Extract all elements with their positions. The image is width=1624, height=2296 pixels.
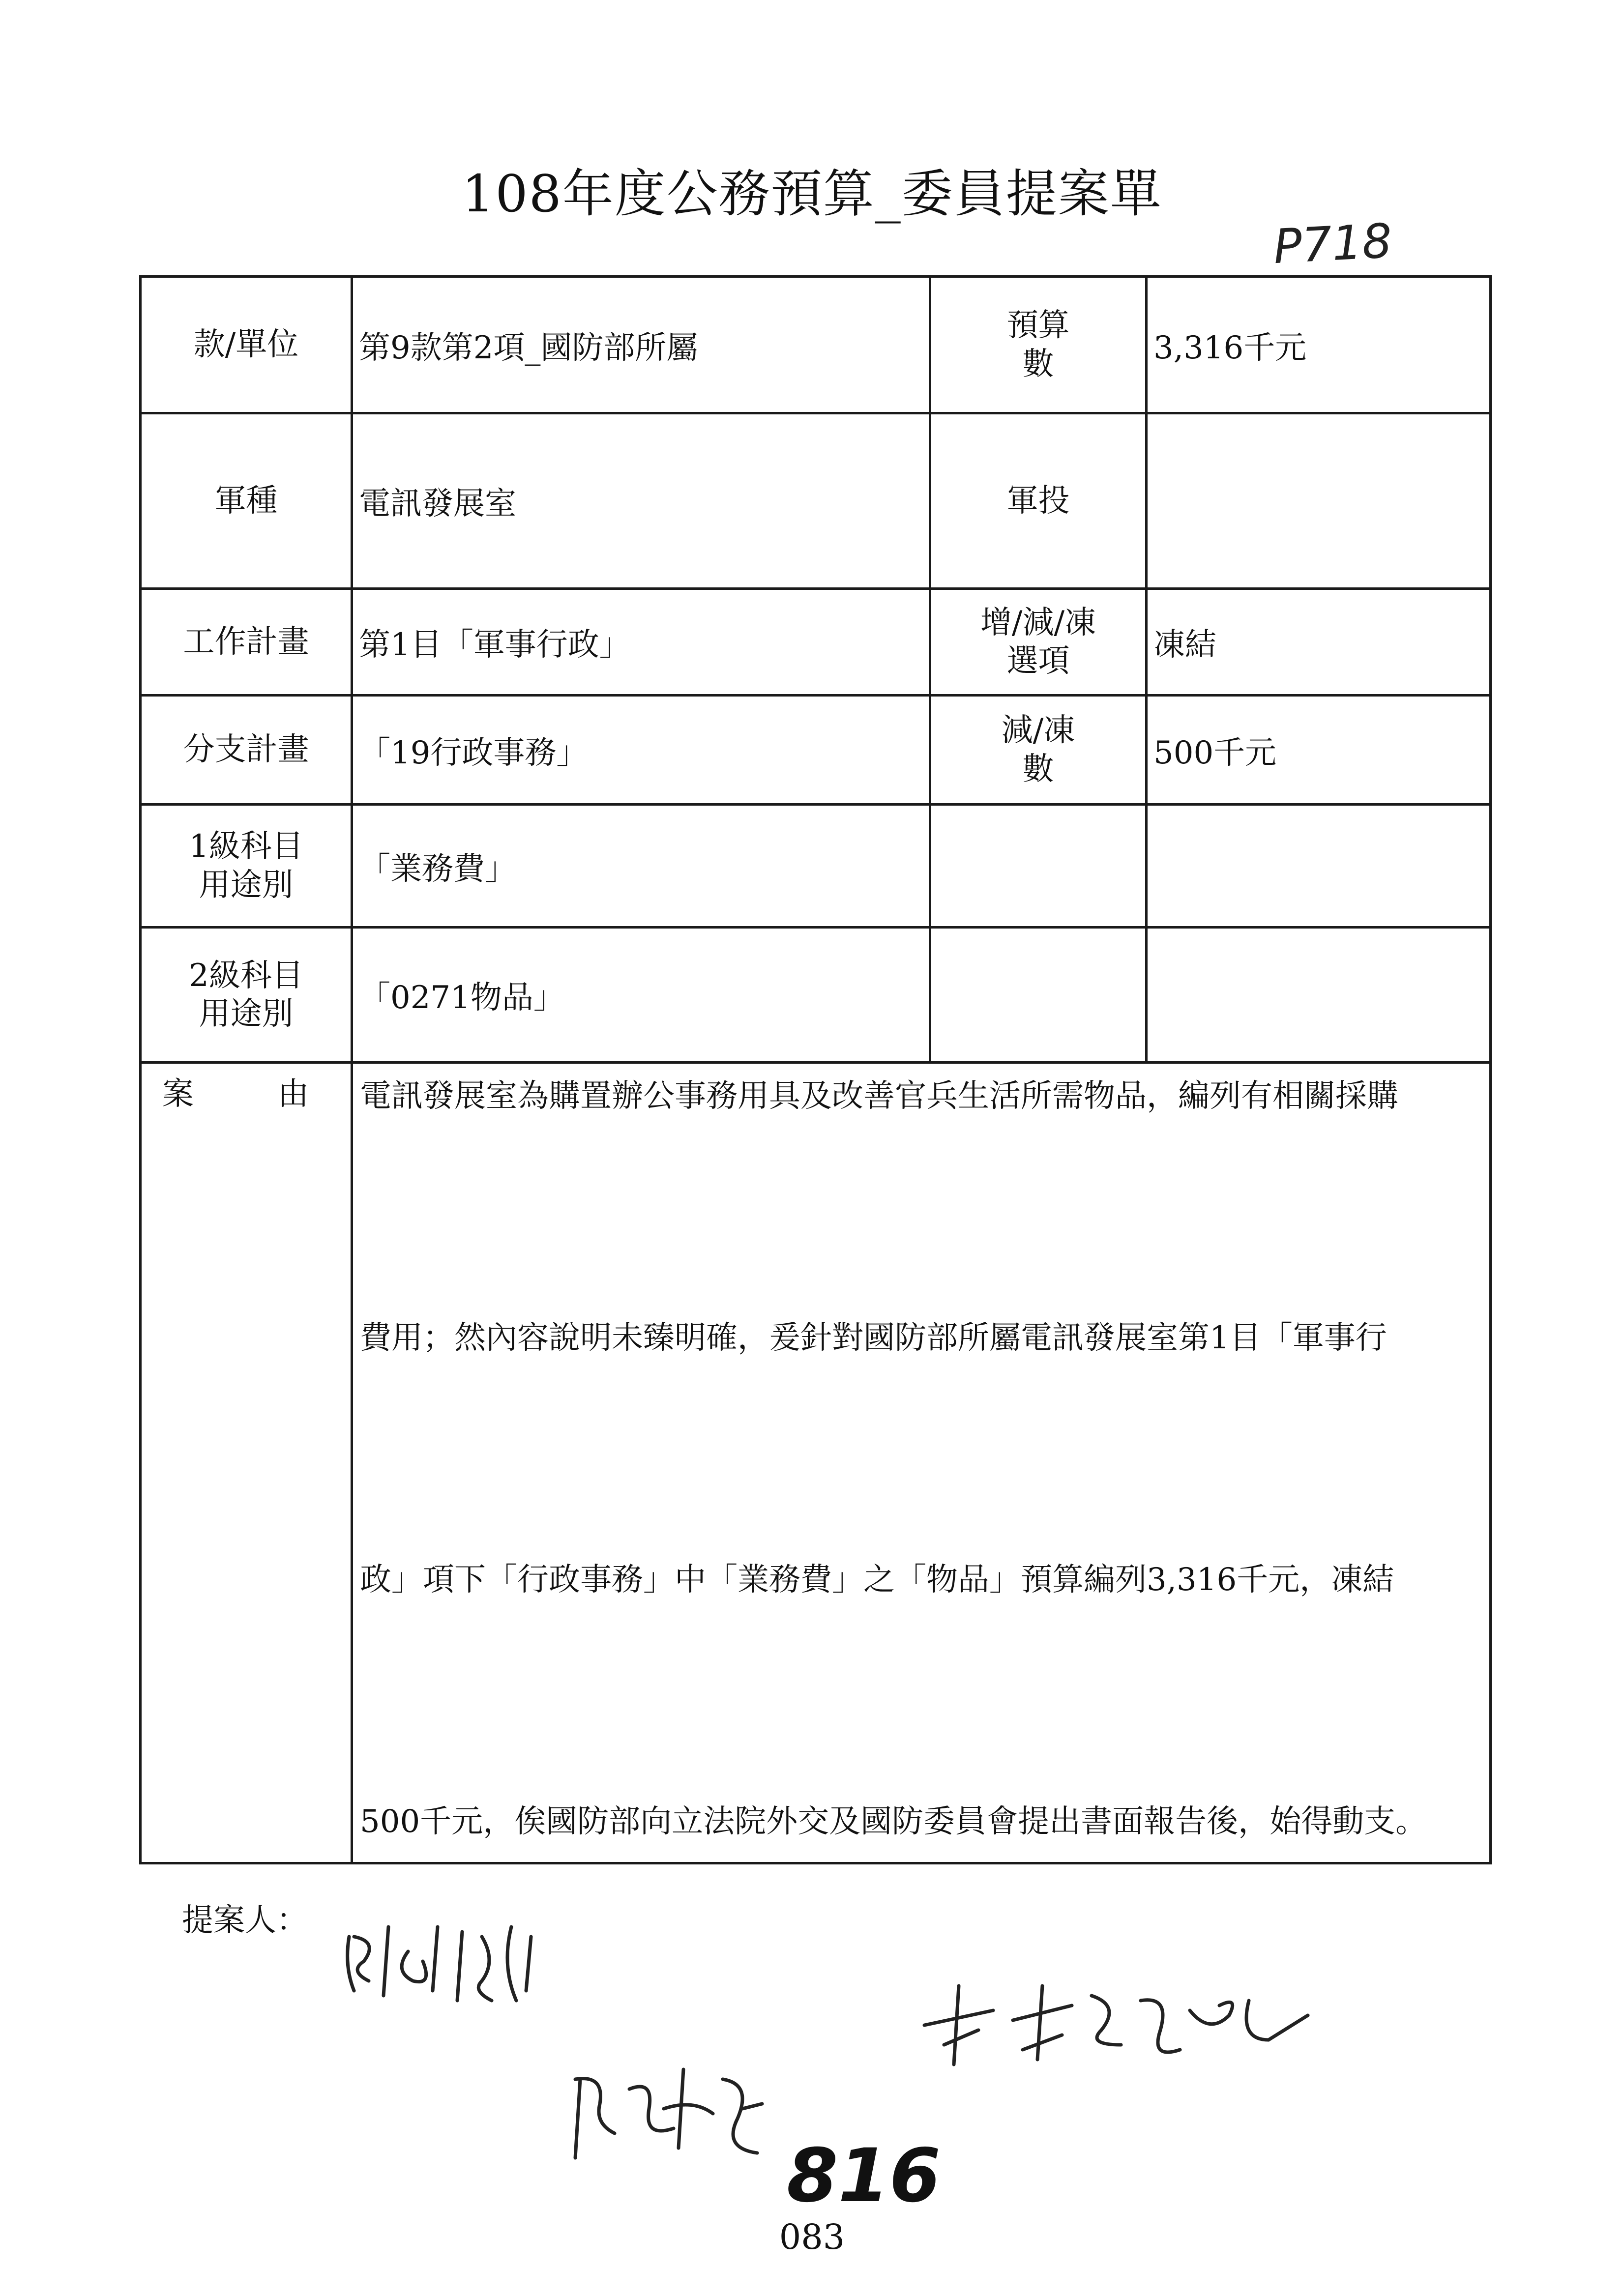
proposer-label: 提案人： <box>182 1902 308 1939</box>
page-number: 083 <box>779 2217 845 2257</box>
label-branch: 軍種 <box>141 413 352 589</box>
value-sub-plan: 「19行政事務」 <box>352 696 930 805</box>
empty-cell <box>930 805 1147 928</box>
value-work-plan: 第1目「軍事行政」 <box>352 589 930 696</box>
label-military-investment: 軍投 <box>930 413 1147 589</box>
signature-2 <box>915 1966 1328 2074</box>
form-title: 108年度公務預算_委員提案單 <box>462 164 1162 224</box>
label-reduction-amount-text: 減/凍 數 <box>1001 712 1075 787</box>
value-branch: 電訊發展室 <box>352 413 930 589</box>
form-row-level2-item <box>141 928 1491 1063</box>
label-unit: 款/單位 <box>141 277 352 413</box>
empty-cell <box>1147 928 1491 1063</box>
label-option-text: 增/減/凍 選項 <box>980 604 1096 679</box>
label-reason-b: 由 <box>277 1076 309 1112</box>
empty-cell <box>1147 805 1491 928</box>
label-reason <box>141 1063 352 1863</box>
value-budget: 3,316千元 <box>1147 277 1491 413</box>
form-row-reason <box>141 1063 1491 1863</box>
handwritten-reference: P718 <box>1272 213 1393 275</box>
label-level1-item-text: 1級科目 用途別 <box>189 828 303 903</box>
value-military-investment <box>1147 413 1491 589</box>
label-reduction-amount <box>930 696 1147 805</box>
value-option: 凍結 <box>1147 589 1491 696</box>
label-level2-item <box>141 928 352 1063</box>
reason-line: 政」項下「行政事務」中「業務費」之「物品」預算編列3,316千元，凍結 <box>360 1562 1394 1598</box>
reason-line: 費用；然內容說明未臻明確，爰針對國防部所屬電訊發展室第1目「軍事行 <box>360 1320 1387 1356</box>
form-row-work-plan <box>141 589 1491 696</box>
form-row-branch <box>141 413 1491 589</box>
label-option <box>930 589 1147 696</box>
handwritten-page-number: 816 <box>787 2133 941 2219</box>
form-row-sub-plan <box>141 696 1491 805</box>
label-budget <box>930 277 1147 413</box>
value-unit: 第9款第2項_國防部所屬 <box>352 277 930 413</box>
signature-3 <box>565 2050 772 2178</box>
label-sub-plan: 分支計畫 <box>141 696 352 805</box>
reason-line: 電訊發展室為購置辦公事務用具及改善官兵生活所需物品，編列有相關採購 <box>360 1078 1398 1114</box>
label-level1-item <box>141 805 352 928</box>
form-row-level1-item <box>141 805 1491 928</box>
form-row-unit <box>141 277 1491 413</box>
value-reduction-amount: 500千元 <box>1147 696 1491 805</box>
label-budget-text: 預算 數 <box>1006 307 1070 382</box>
value-level1-item: 「業務費」 <box>352 805 930 928</box>
signature-1 <box>334 1907 551 2015</box>
empty-cell <box>930 928 1147 1063</box>
label-work-plan: 工作計畫 <box>141 589 352 696</box>
label-reason-a: 案 <box>162 1076 194 1112</box>
label-level2-item-text: 2級科目 用途別 <box>189 957 303 1032</box>
proposal-form-table <box>139 275 1492 1864</box>
value-level2-item: 「0271物品」 <box>352 928 930 1063</box>
reason-line: 500千元，俟國防部向立法院外交及國防委員會提出書面報告後，始得動支。 <box>360 1803 1427 1840</box>
reason-text <box>352 1063 1491 1863</box>
